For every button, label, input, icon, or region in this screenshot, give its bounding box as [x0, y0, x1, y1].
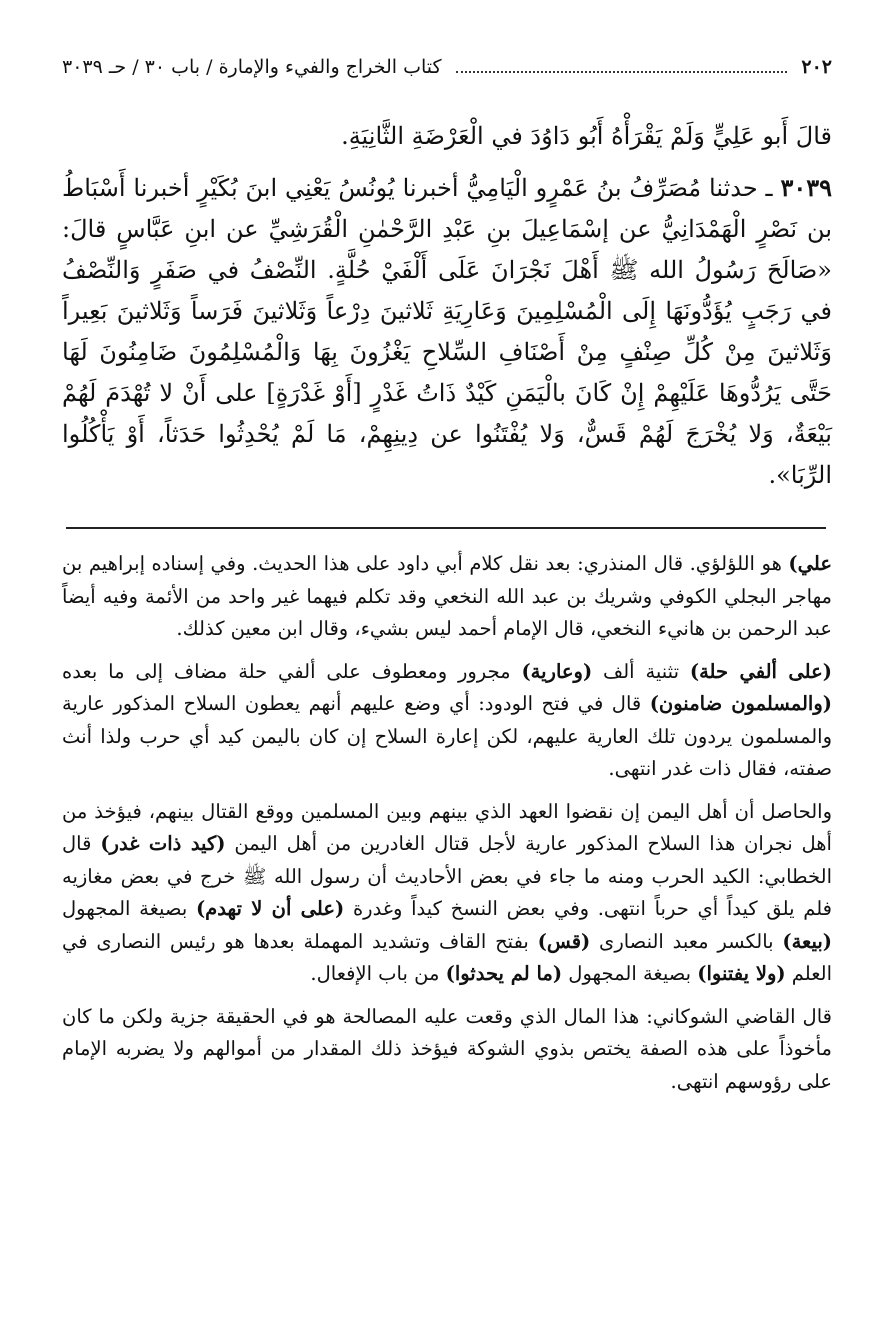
note-paragraph-4	[62, 1001, 832, 1099]
note-text: بصيغة المجهول	[62, 897, 196, 920]
note-text: مجرور ومعطوف على ألفي حلة مضاف إلى ما بعده	[62, 659, 522, 683]
note-term: (قس)	[537, 929, 591, 953]
note-text: من باب الإفعال.	[310, 962, 446, 985]
note-term: (وعارية)	[521, 659, 593, 683]
note-text: بفتح القاف وتشديد المهملة بعدها هو رئيس النصارى في العلم	[62, 929, 832, 985]
running-header	[62, 54, 832, 84]
hadith-number: ٣٠٣٩	[780, 173, 832, 202]
note-text: تثنية ألف	[592, 659, 690, 683]
note-text: هو اللؤلؤي. قال المنذري: بعد نقل كلام أبي داود على هذا الحديث. وفي إسناده إبراهيم بن مهاجر البجلي الكوفي وشريك بن عبد الله النخعي وقد تكلم فيهما غير واحد من الأئمة وفيه أيضاً عبد الرحمن بن هانيء النخعي، قال الإمام أحمد ليس بشيء، وقال ابن معين كذلك.	[62, 552, 832, 640]
hadith-paragraph	[62, 167, 832, 496]
footnote-divider	[66, 527, 826, 529]
note-text: والحاصل أن أهل اليمن إن نقضوا العهد الذي بينهم وبين المسلمين ووقع القتال بينهم، فيؤخذ من أهل نجران هذا السلاح المذكور عارية لأجل قتال الغادرين من أهل اليمن	[62, 799, 832, 855]
page-body	[62, 54, 832, 506]
page-number: ٢٠٢	[801, 56, 832, 78]
running-title: كتاب الخراج والفيء والإمارة / باب ٣٠ / حـ ٣٠٣٩	[62, 56, 442, 78]
note-term: (على أن لا تهدم)	[195, 897, 345, 920]
hadith-text: ـ حدثنا مُصَرِّفُ بنُ عَمْرٍو الْيَامِيُّ أخبرنا يُونُسُ يَعْنِي ابنَ بُكَيْرٍ أخبرنا أَسْبَاطُ بن نَصْرٍ الْهَمْدَانِيُّ عن إسْمَاعِيلَ بنِ عَبْدِ الرَّحْمٰنِ الْقُرَشِيِّ عن ابنِ عَبَّاسٍ قالَ: «صَالَحَ رَسُولُ الله ﷺ أَهْلَ نَجْرَانَ عَلَى أَلْفَيْ حُلَّةٍ. النِّصْفُ في صَفَرٍ وَالنِّصْفُ في رَجَبٍ يُؤَدُّونَهَا إِلَى الْمُسْلِمِينَ وَعَارِيَةِ ثَلاثينَ دِرْعاً وَثَلاثينَ فَرَساً وَثَلاثينَ بَعِيراً وَثَلاثينَ مِنْ كُلِّ صِنْفٍ مِنْ أَصْنَافِ السِّلاحِ يَغْزُونَ بِهَا وَالْمُسْلِمُونَ ضَامِنُونَ لَهَا حَتَّى يَرُدُّوهَا عَلَيْهِمْ إِنْ كَانَ بالْيَمَنِ كَيْدٌ ذَاتُ غَدْرٍ [أَوْ غَدْرَةٍ] على أَنْ لا تُهْدَمَ لَهُمْ بَيْعَةٌ، وَلا يُخْرَجَ لَهُمْ قَسٌّ، وَلا يُفْتَنُوا عن دِينِهِمْ، مَا لَمْ يُحْدِثُوا حَدَثاً، أَوْ يَأْكُلُوا الرِّبَا».	[62, 174, 832, 489]
note-text: بصيغة المجهول	[562, 962, 698, 985]
commentary	[62, 548, 832, 1108]
note-term: (ولا يفتنوا)	[697, 962, 786, 985]
main-text	[62, 116, 832, 496]
note-text: قال في فتح الودود: أي وضع عليهم أنهم يعطون السلاح المذكور عارية والمسلمون يردون تلك العارية عليهم، لكن إعارة السلاح إن كان باليمن كيد أي حرب ولذا أنث صفته، فقال ذات غدر انتهى.	[62, 692, 832, 780]
note-text: بالكسر معبد النصارى	[590, 929, 783, 953]
note-paragraph-3	[62, 796, 832, 991]
note-term: (والمسلمون ضامنون)	[649, 692, 832, 715]
intro-line: قالَ أَبو عَلِيٍّ وَلَمْ يَقْرَأْهُ أَبُو دَاوُدَ في الْعَرْضَةِ الثَّانِيَةِ.	[341, 122, 832, 150]
note-paragraph-2	[62, 656, 832, 786]
note-term: (كيد ذات غدر)	[100, 832, 226, 855]
note-text: قال القاضي الشوكاني: هذا المال الذي وقعت عليه المصالحة هو في الحقيقة جزية ولكن ما كان مأخوذاً على هذه الصفة يختص بذوي الشوكة فيؤخذ ذلك المقدار من أموالهم ولا يضربه الإمام على رؤوسهم انتهى.	[62, 1004, 832, 1093]
note-term: (على ألفي حلة)	[689, 659, 832, 683]
note-term: علي)	[788, 552, 832, 575]
note-term: (ما لم يحدثوا)	[445, 962, 563, 985]
dotted-leader	[456, 71, 788, 73]
note-paragraph-1	[62, 548, 832, 646]
note-term: (بيعة)	[782, 929, 832, 953]
note-text: قال الخطابي: الكيد الحرب ومنه ما جاء في بعض الأحاديث أن رسول الله ﷺ خرج في بعض مغازيه فلم يلق كيداً أي حرباً انتهى. وفي بعض النسخ كيداً وغدرة	[62, 832, 833, 920]
